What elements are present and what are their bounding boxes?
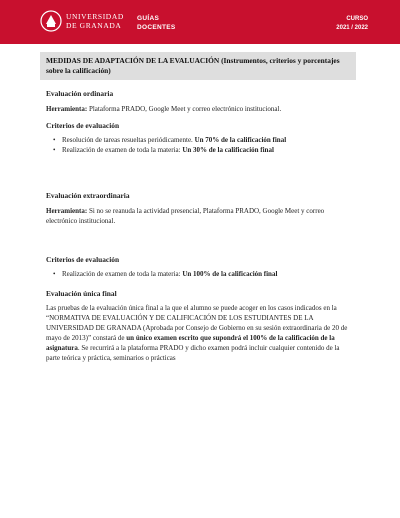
guides-line2: DOCENTES — [137, 24, 176, 31]
university-name-line2: DE GRANADA — [66, 21, 122, 30]
ordinaria-bullet2-bold: Un 30% de la calificación final — [182, 146, 274, 154]
ordinaria-tool-text: Plataforma PRADO, Google Meet y correo electrónico institucional. — [87, 105, 282, 113]
extraordinaria-bullet1-text: Realización de examen de toda la materia: — [62, 270, 183, 278]
extraordinaria-bullet1-bold: Un 100% de la calificación final — [182, 270, 278, 278]
course-label: CURSO — [346, 16, 368, 22]
extraordinaria-criteria-heading: Criterios de evaluación — [46, 255, 120, 264]
unica-section — [40, 289, 356, 363]
university-crest-icon — [40, 10, 62, 32]
university-name-line1: UNIVERSIDAD — [66, 12, 124, 21]
ordinaria-criteria-list — [46, 135, 350, 155]
extraordinaria-tool-label: Herramienta: — [46, 207, 88, 215]
unica-bold1: un único examen escrito que supondrá el 100% de la calificación de la asignatura — [46, 334, 335, 352]
ordinaria-heading: Evaluación ordinaria — [46, 89, 114, 98]
unica-text2: . Se recurrirá a la plataforma PRADO y dicho examen podrá incluir cualquier contenido de la parte teórica y práctica, seminarios o prácticas — [46, 344, 340, 362]
course-year: 2021 / 2022 — [336, 25, 368, 31]
guides-label — [137, 14, 176, 32]
list-item — [62, 269, 350, 279]
unica-heading: Evaluación única final — [46, 289, 117, 298]
unica-paragraph — [46, 303, 350, 363]
guides-line1: GUÍAS — [137, 15, 160, 22]
university-name — [66, 12, 124, 30]
ordinaria-tool-label: Herramienta: — [46, 105, 88, 113]
extraordinaria-section — [40, 191, 356, 279]
ordinaria-section — [40, 89, 356, 155]
extraordinaria-heading: Evaluación extraordinaria — [46, 191, 130, 200]
ordinaria-tool — [46, 104, 350, 114]
ordinaria-bullet1-text: Resolución de tareas resueltas periódicamente. — [62, 136, 195, 144]
ordinaria-bullet1-bold: Un 70% de la calificación final — [194, 136, 287, 144]
main-content — [40, 52, 356, 363]
extraordinaria-criteria-list — [46, 269, 350, 279]
course-info — [336, 15, 368, 33]
unica-text1: Las pruebas de la evaluación única final a la que el alumno se puede acoger en los casos indicados en la “NORMATIVA DE EVALUACIÓN Y DE CALIFICACIÓN DE LOS ESTUDIANTES DE LA UNIVERSIDAD DE GRANADA (Aprobada por Consejo de Gobierno en su sesión extraordinaria de 20 de mayo de 2013)” constará de — [46, 304, 348, 342]
list-item — [62, 145, 350, 155]
section-title: MEDIDAS DE ADAPTACIÓN DE LA EVALUACIÓN (Instrumentos, criterios y porcentajes sobre la calificación) — [40, 52, 356, 80]
list-item — [62, 135, 350, 145]
page-header — [0, 0, 400, 44]
ordinaria-criteria-heading: Criterios de evaluación — [46, 121, 120, 130]
extraordinaria-tool-text: Si no se reanuda la actividad presencial, Plataforma PRADO, Google Meet y correo electrónico institucional. — [46, 207, 325, 225]
extraordinaria-tool — [46, 206, 350, 226]
ordinaria-bullet2-text: Realización de examen de toda la materia: — [62, 146, 183, 154]
